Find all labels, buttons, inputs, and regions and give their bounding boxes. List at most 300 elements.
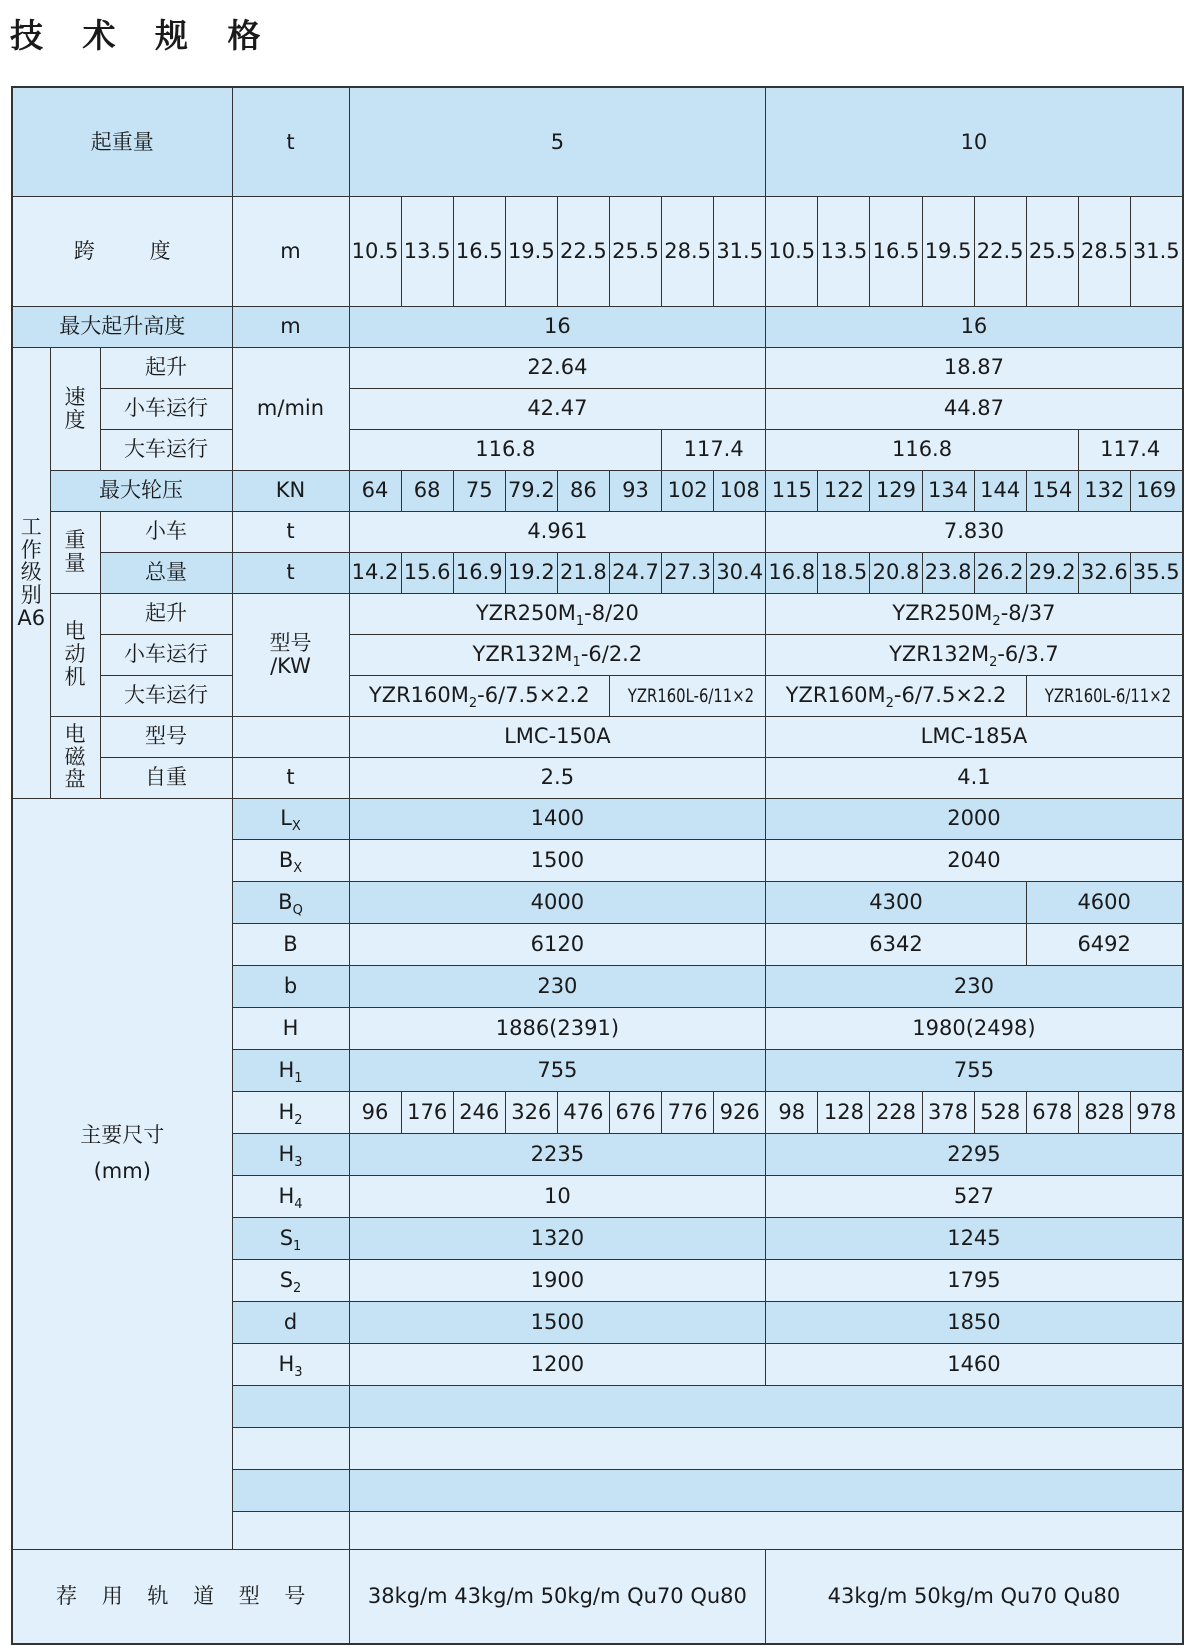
value-cell-text: 102 xyxy=(667,478,708,503)
value-cell-text: 64 xyxy=(361,478,389,503)
value-cell xyxy=(766,839,1183,881)
value-cell-text: 776 xyxy=(667,1099,708,1124)
dimension-subscript: 3 xyxy=(294,1154,303,1170)
table-row xyxy=(12,87,1183,196)
value-cell xyxy=(766,1217,1183,1259)
motor-model-post: -8/20 xyxy=(584,601,639,626)
value-cell xyxy=(557,470,609,511)
value-cell-text: 13.5 xyxy=(403,238,451,263)
label-trolley xyxy=(100,388,232,429)
value-cell xyxy=(349,552,401,593)
value-cell-text: 378 xyxy=(928,1099,969,1124)
value-cell xyxy=(714,196,766,306)
value-cell xyxy=(766,470,818,511)
table-row xyxy=(12,1549,1183,1644)
label-magnet-group xyxy=(50,716,100,798)
value-cell xyxy=(349,1175,766,1217)
value-cell xyxy=(662,429,766,470)
value-cell xyxy=(401,470,453,511)
value-cell-text: 10 xyxy=(544,1183,571,1208)
value-cell xyxy=(505,1091,557,1133)
value-cell-text: 16 xyxy=(960,314,988,339)
value-cell-text: 132 xyxy=(1084,478,1125,503)
motor-group-label: 电动机 xyxy=(64,619,86,689)
value-cell xyxy=(766,306,1183,347)
motor-model-sub: 2 xyxy=(885,696,894,712)
value-cell xyxy=(766,757,1183,798)
value-cell xyxy=(349,511,766,552)
value-cell-text: 35.5 xyxy=(1132,560,1180,585)
value-cell-text: 7.830 xyxy=(943,519,1004,544)
motor-model-cell xyxy=(609,675,765,716)
value-cell xyxy=(349,798,766,839)
dimension-symbol: H xyxy=(278,1099,295,1124)
value-cell xyxy=(922,552,974,593)
value-cell-text: LMC-150A xyxy=(504,724,611,749)
value-cell xyxy=(714,470,766,511)
value-cell-text: 75 xyxy=(465,478,493,503)
value-cell-text: 1850 xyxy=(947,1309,1001,1334)
value-cell-text: 144 xyxy=(980,478,1021,503)
label-magnet-model xyxy=(100,716,232,757)
value-cell xyxy=(870,196,922,306)
table-row xyxy=(12,388,1183,429)
label-span xyxy=(12,196,232,306)
motor-model-post: -6/7.5×2.2 xyxy=(477,683,590,708)
dimension-subscript: 1 xyxy=(293,1238,302,1254)
dimension-symbol-cell xyxy=(232,839,349,881)
value-cell-text: 96 xyxy=(361,1099,389,1124)
motor-model-sub: 2 xyxy=(989,655,998,671)
value-cell-text: 246 xyxy=(459,1099,500,1124)
value-cell-text: 68 xyxy=(413,478,441,503)
value-cell xyxy=(349,470,401,511)
value-cell-text: 2040 xyxy=(947,847,1001,872)
label-motor-trolley-text: 小车运行 xyxy=(124,642,208,667)
label-wheel-load-text: 最大轮压 xyxy=(99,478,183,503)
dimension-symbol-cell xyxy=(232,1091,349,1133)
unit-cell-text: m/min xyxy=(256,396,325,421)
value-cell xyxy=(766,1259,1183,1301)
value-cell-text: 6342 xyxy=(869,931,923,956)
label-magnet-model-text: 型号 xyxy=(145,724,187,749)
label-trolley-weight-text: 小车 xyxy=(145,519,187,544)
value-cell-text: 42.47 xyxy=(527,396,588,421)
value-cell xyxy=(1078,429,1182,470)
value-cell-text: 1900 xyxy=(530,1267,585,1292)
value-cell xyxy=(349,881,766,923)
value-cell-text: 169 xyxy=(1136,478,1177,503)
table-row xyxy=(12,593,1183,634)
value-cell-text: 16.5 xyxy=(455,238,503,263)
label-trolley-weight xyxy=(100,511,232,552)
value-cell xyxy=(349,923,766,965)
label-work-class xyxy=(12,347,50,798)
value-cell-text: 230 xyxy=(953,973,994,998)
value-cell xyxy=(349,388,766,429)
value-cell xyxy=(349,1343,766,1385)
value-cell-text: 154 xyxy=(1032,478,1073,503)
value-cell-text: 23.8 xyxy=(924,560,972,585)
value-cell-text: 326 xyxy=(511,1099,552,1124)
dimension-symbol-cell xyxy=(232,1217,349,1259)
label-crane-text: 大车运行 xyxy=(124,437,208,462)
dimension-subscript: 2 xyxy=(294,1112,303,1128)
value-cell-text: 2235 xyxy=(530,1141,585,1166)
value-cell-text: 28.5 xyxy=(664,238,711,263)
unit-cell-text: m xyxy=(280,238,301,263)
value-cell-text: 1400 xyxy=(530,806,585,831)
value-cell-text: 98 xyxy=(778,1099,806,1124)
value-cell-text: 31.5 xyxy=(716,238,764,263)
dimension-symbol: H xyxy=(278,1057,295,1082)
value-cell xyxy=(349,1133,766,1175)
label-total-weight-text: 总量 xyxy=(145,560,187,585)
unit-cell xyxy=(232,347,349,470)
label-rail-text: 荐 用 轨 道 型 号 xyxy=(56,1584,315,1609)
dimension-subscript: 1 xyxy=(294,1070,303,1086)
value-cell xyxy=(766,511,1183,552)
spec-table xyxy=(11,86,1184,1645)
unit-cell-text: t xyxy=(286,765,295,790)
value-cell-text: 6492 xyxy=(1077,931,1131,956)
value-cell-text: 25.5 xyxy=(612,238,659,263)
unit-cell-text: t xyxy=(286,560,295,585)
label-magnet-weight xyxy=(100,757,232,798)
motor-model-pre: YZR160M xyxy=(368,683,469,708)
dimension-symbol: b xyxy=(283,973,298,998)
dimension-symbol-cell xyxy=(232,965,349,1007)
unit-model: 型号 xyxy=(269,631,312,656)
dimension-symbol: H xyxy=(278,1141,295,1166)
value-cell xyxy=(662,552,714,593)
value-cell xyxy=(1078,470,1130,511)
value-cell xyxy=(609,470,661,511)
value-cell-text: 4.1 xyxy=(957,765,991,790)
value-cell-text: 10.5 xyxy=(351,238,399,263)
table-row xyxy=(12,196,1183,306)
unit-cell xyxy=(232,470,349,511)
value-cell xyxy=(766,1175,1183,1217)
value-cell-text: 228 xyxy=(875,1099,917,1124)
value-cell xyxy=(766,716,1183,757)
label-motor-hoist xyxy=(100,593,232,634)
motor-model-cell xyxy=(1026,675,1182,716)
dimension-subscript: X xyxy=(291,819,301,835)
value-cell-text: 10.5 xyxy=(768,238,816,263)
value-cell-text: 16.5 xyxy=(872,238,920,263)
value-cell xyxy=(766,1133,1183,1175)
motor-model-post: -6/2.2 xyxy=(580,642,643,667)
motor-model-post: -8/37 xyxy=(1000,601,1056,626)
value-cell-text: 527 xyxy=(953,1183,994,1208)
value-cell xyxy=(349,757,766,798)
label-max-height-text: 最大起升高度 xyxy=(59,314,186,339)
table-row xyxy=(12,757,1183,798)
value-cell xyxy=(453,552,505,593)
value-cell xyxy=(349,87,766,196)
value-cell-text: 16 xyxy=(544,314,571,339)
value-cell xyxy=(1130,196,1182,306)
value-cell xyxy=(401,552,453,593)
value-cell-text: 2.5 xyxy=(540,765,575,790)
table-row xyxy=(12,675,1183,716)
empty-cell xyxy=(232,1469,349,1511)
value-cell xyxy=(349,1007,766,1049)
empty-cell xyxy=(349,1469,1183,1511)
dimension-symbol-cell xyxy=(232,923,349,965)
value-cell xyxy=(766,552,818,593)
motor-model-cell xyxy=(349,634,766,675)
value-cell-text: 116.8 xyxy=(475,437,536,462)
dimension-subscript: 4 xyxy=(294,1196,303,1212)
value-cell-text: 108 xyxy=(719,478,760,503)
value-cell-text: 20.8 xyxy=(872,560,920,585)
table-row xyxy=(12,306,1183,347)
value-cell xyxy=(349,1049,766,1091)
table-row xyxy=(12,634,1183,675)
value-cell xyxy=(818,470,870,511)
value-cell xyxy=(453,470,505,511)
value-cell xyxy=(766,881,1026,923)
dimension-symbol: H xyxy=(278,1351,295,1376)
value-cell-text: 27.3 xyxy=(664,560,711,585)
dimension-symbol-cell xyxy=(232,1133,349,1175)
work-class-value: A6 xyxy=(17,605,46,630)
value-cell-text: 1245 xyxy=(947,1225,1001,1250)
empty-cell xyxy=(232,1511,349,1549)
motor-model-cell-text: YZR160L-6/11×2 xyxy=(627,685,755,708)
unit-cell xyxy=(232,511,349,552)
value-cell-text: 25.5 xyxy=(1028,238,1076,263)
value-cell xyxy=(922,470,974,511)
value-cell xyxy=(349,716,766,757)
dimension-symbol: S xyxy=(279,1225,294,1250)
value-cell-text: 926 xyxy=(719,1099,760,1124)
value-cell-text: 128 xyxy=(823,1099,864,1124)
value-cell xyxy=(766,196,818,306)
value-cell xyxy=(1026,1091,1078,1133)
dimension-symbol-cell xyxy=(232,798,349,839)
value-cell xyxy=(1026,881,1182,923)
value-cell-text: 4600 xyxy=(1077,889,1131,914)
value-cell xyxy=(974,470,1026,511)
dimension-symbol-cell xyxy=(232,881,349,923)
value-cell-text: 18.87 xyxy=(943,355,1004,380)
label-weight-group xyxy=(50,511,100,593)
value-cell-text: 176 xyxy=(407,1099,448,1124)
motor-model-pre: YZR160M xyxy=(785,683,886,708)
label-hoist xyxy=(100,347,232,388)
value-cell xyxy=(609,552,661,593)
unit-cell xyxy=(232,757,349,798)
value-cell-text: 528 xyxy=(980,1099,1021,1124)
value-cell xyxy=(870,1091,922,1133)
value-cell-text: 6120 xyxy=(530,931,585,956)
value-cell xyxy=(401,196,453,306)
value-cell-text: 29.2 xyxy=(1028,560,1076,585)
unit-cell-text: t xyxy=(286,129,295,154)
dimension-symbol: B xyxy=(283,931,298,956)
value-cell-text: 93 xyxy=(622,478,649,503)
label-hoist-text: 起升 xyxy=(145,355,187,380)
value-cell-text: 21.8 xyxy=(560,560,607,585)
unit-cell xyxy=(232,552,349,593)
value-cell-text: 22.5 xyxy=(560,238,607,263)
value-cell xyxy=(766,347,1183,388)
value-cell-text: 24.7 xyxy=(612,560,659,585)
value-cell-text: 22.5 xyxy=(976,238,1024,263)
value-cell-text: 978 xyxy=(1136,1099,1177,1124)
value-cell xyxy=(349,429,662,470)
dimension-symbol: L xyxy=(280,806,292,831)
value-cell-text: 134 xyxy=(928,478,969,503)
value-cell xyxy=(1026,552,1078,593)
value-cell xyxy=(766,798,1183,839)
value-cell xyxy=(349,196,401,306)
label-motor-crane xyxy=(100,675,232,716)
value-cell-text: 1500 xyxy=(530,847,585,872)
label-capacity xyxy=(12,87,232,196)
value-cell xyxy=(349,965,766,1007)
dimension-symbol-cell xyxy=(232,1259,349,1301)
motor-model-pre: YZR132M xyxy=(889,642,990,667)
unit-cell-text: t xyxy=(286,519,295,544)
value-cell-text: 1886(2391) xyxy=(495,1015,620,1040)
dimensions-unit: (mm) xyxy=(93,1158,151,1183)
value-cell xyxy=(1130,552,1182,593)
label-motor-crane-text: 大车运行 xyxy=(124,683,208,708)
motor-model-post: -6/7.5×2.2 xyxy=(893,683,1007,708)
value-cell-text: 86 xyxy=(570,478,597,503)
value-cell xyxy=(662,196,714,306)
value-cell-text: 30.4 xyxy=(716,560,764,585)
table-row xyxy=(12,347,1183,388)
value-cell xyxy=(557,552,609,593)
motor-model-cell xyxy=(766,675,1026,716)
unit-cell-text: KN xyxy=(275,478,306,503)
value-cell xyxy=(505,196,557,306)
label-total-weight xyxy=(100,552,232,593)
motor-model-sub: 2 xyxy=(992,614,1001,630)
value-cell-text: 19.5 xyxy=(924,238,972,263)
dimension-symbol-cell xyxy=(232,1007,349,1049)
dimension-symbol: B xyxy=(278,847,294,872)
value-cell-text: 678 xyxy=(1032,1099,1073,1124)
value-cell xyxy=(557,196,609,306)
value-cell xyxy=(662,1091,714,1133)
value-cell-text: 1320 xyxy=(530,1225,585,1250)
value-cell-text: 1460 xyxy=(947,1351,1001,1376)
value-cell-text: 31.5 xyxy=(1132,238,1180,263)
motor-model-pre: YZR132M xyxy=(472,642,573,667)
motor-model-sub: 2 xyxy=(468,696,478,712)
label-capacity-text: 起重量 xyxy=(90,129,154,154)
value-cell-text: 115 xyxy=(771,478,812,503)
value-cell xyxy=(401,1091,453,1133)
unit-kw: /KW xyxy=(270,653,311,678)
value-cell-text: 38kg/m 43kg/m 50kg/m Qu70 Qu80 xyxy=(367,1584,747,1609)
value-cell xyxy=(453,1091,505,1133)
value-cell xyxy=(870,552,922,593)
value-cell-text: 117.4 xyxy=(1100,437,1161,462)
dimension-symbol: B xyxy=(278,889,293,914)
label-crane xyxy=(100,429,232,470)
work-class-label: 工作级别 xyxy=(20,515,42,608)
dimension-symbol: S xyxy=(279,1267,294,1292)
unit-cell-text: m xyxy=(280,314,301,339)
table-row xyxy=(12,716,1183,757)
value-cell-text: 16.9 xyxy=(455,560,503,585)
dimension-symbol-cell xyxy=(232,1049,349,1091)
motor-model-cell xyxy=(349,593,766,634)
dimension-subscript: Q xyxy=(292,902,303,918)
value-cell xyxy=(1078,1091,1130,1133)
dimension-symbol-cell xyxy=(232,1175,349,1217)
value-cell xyxy=(1026,923,1182,965)
label-motor-hoist-text: 起升 xyxy=(145,601,187,626)
value-cell xyxy=(1078,196,1130,306)
value-cell-text: 10 xyxy=(960,129,988,154)
value-cell-text: 14.2 xyxy=(351,560,399,585)
value-cell xyxy=(766,1007,1183,1049)
motor-model-cell xyxy=(349,675,609,716)
value-cell-text: 32.6 xyxy=(1080,560,1128,585)
value-cell-text: 4.961 xyxy=(527,519,588,544)
motor-model-sub: 1 xyxy=(575,614,585,630)
value-cell xyxy=(818,552,870,593)
page-title: 技 术 规 格 xyxy=(10,16,275,55)
dimension-symbol: H xyxy=(282,1015,299,1040)
value-cell xyxy=(609,196,661,306)
motor-model-cell xyxy=(766,593,1183,634)
value-cell-text: 476 xyxy=(563,1099,604,1124)
value-cell xyxy=(870,470,922,511)
empty-cell xyxy=(232,1385,349,1427)
value-cell xyxy=(349,1301,766,1343)
motor-model-cell-text: YZR160L-6/11×2 xyxy=(1044,685,1171,708)
value-cell-text: 2000 xyxy=(947,806,1001,831)
value-cell xyxy=(349,1091,401,1133)
value-cell-text: 5 xyxy=(550,129,565,154)
value-cell-text: 79.2 xyxy=(507,478,555,503)
motor-model-pre: YZR250M xyxy=(892,601,993,626)
value-cell xyxy=(557,1091,609,1133)
unit-cell xyxy=(232,87,349,196)
value-cell xyxy=(974,552,1026,593)
value-cell-text: 755 xyxy=(953,1057,994,1082)
value-cell-text: 19.2 xyxy=(507,560,555,585)
empty-cell xyxy=(232,1427,349,1469)
unit-cell xyxy=(232,716,349,757)
value-cell-text: 676 xyxy=(615,1099,656,1124)
value-cell xyxy=(349,306,766,347)
value-cell xyxy=(505,470,557,511)
value-cell xyxy=(714,1091,766,1133)
dimension-subscript: 3 xyxy=(294,1364,303,1380)
label-speed-group xyxy=(50,347,100,470)
value-cell-text: 230 xyxy=(537,973,578,998)
value-cell xyxy=(766,923,1026,965)
label-magnet-weight-text: 自重 xyxy=(145,765,187,790)
value-cell xyxy=(453,196,505,306)
label-motor-group xyxy=(50,593,100,716)
label-main-dimensions xyxy=(12,798,232,1549)
weight-group-label: 重量 xyxy=(64,528,86,575)
value-cell xyxy=(714,552,766,593)
value-cell xyxy=(974,196,1026,306)
value-cell xyxy=(766,1343,1183,1385)
